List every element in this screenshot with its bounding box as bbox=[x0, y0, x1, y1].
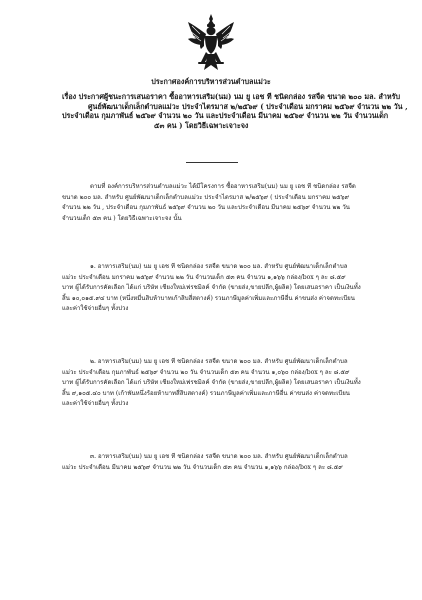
paragraph-item-1 bbox=[62, 262, 372, 315]
paragraph-line: แม่วะ ประจำเดือน มกราคม ๒๕๖๙ จำนวน ๒๒ วัน จำนวนเด็ก ๕๓ คน จำนวน ๑,๑๖๖ กล่อง/box ๆ ละ ๘.๕๙ bbox=[62, 273, 346, 281]
paragraph-item-2 bbox=[62, 357, 372, 410]
paragraph-line: สิ้น ๑๐,๐๑๕.๙๔ บาท (หนึ่งหมื่นสิบห้าบาทเก้าสิบสี่สตางค์) รวมภาษีมูลค่าเพิ่มและภาษีอื่น ค่าขนส่ง ค่าจดทะเบียน bbox=[62, 294, 355, 302]
paragraph-line: จำนวน ๒๒ วัน , ประจำเดือน กุมภาพันธ์ ๒๕๖๙ จำนวน ๒๐ วัน และประจำเดือน มีนาคม ๒๕๖๙ จำนวน ๒๒ วัน bbox=[62, 204, 350, 211]
paragraph-intro bbox=[62, 182, 372, 224]
divider bbox=[186, 162, 238, 163]
document-subject bbox=[62, 92, 408, 130]
paragraph-line: บาท ผู้ได้รับการคัดเลือก ได้แก่ บริษัท เชียงใหม่เฟรชมิลค์ จำกัด (ขายส่ง,ขายปลีก,ผู้ผลิต) โดยเสนอราคา เป็นเงินทั้ง bbox=[62, 379, 361, 386]
garuda-emblem-icon bbox=[186, 12, 236, 74]
paragraph-line: ๓. อาหารเสริม(นม) นม ยู เอช ที ชนิดกล่อง รสจืด ขนาด ๒๐๐ มล. สำหรับ ศูนย์พัฒนาเด็กเล็กตำบล bbox=[90, 453, 348, 460]
paragraph-line: บาท ผู้ได้รับการคัดเลือก ได้แก่ บริษัท เชียงใหม่เฟรชมิลค์ จำกัด (ขายส่ง,ขายปลีก,ผู้ผลิต) โดยเสนอราคา เป็นเงินทั้ง bbox=[62, 284, 361, 291]
paragraph-line: และค่าใช้จ่ายอื่นๆ ทั้งปวง bbox=[62, 400, 129, 407]
paragraph-line: สิ้น ๙,๑๐๕.๔๐ บาท (เก้าพันหนึ่งร้อยห้าบาทสี่สิบสตางค์) รวมภาษีมูลค่าเพิ่มและภาษีอื่น ค่าขนส่ง ค่าจดทะเบียน bbox=[62, 389, 350, 397]
subject-line: เรื่อง ประกาศผู้ชนะการเสนอราคา ซื้ออาหารเสริม(นม) นม ยู เอช ที ชนิดกล่อง รสจืด ขนาด ๒๐๐ มล. สำหรับ bbox=[62, 92, 401, 101]
paragraph-line: จำนวนเด็ก ๕๓ คน ) โดยวิธีเฉพาะเจาะจง นั้น bbox=[62, 214, 182, 222]
paragraph-line: แม่วะ ประจำเดือน กุมภาพันธ์ ๒๕๖๙ จำนวน ๒๐ วัน จำนวนเด็ก ๕๓ คน จำนวน ๑,๐๖๐ กล่อง/box ๆ ละ ๘.๕๙ bbox=[62, 368, 350, 376]
paragraph-line: ๒. อาหารเสริม(นม) นม ยู เอช ที ชนิดกล่อง รสจืด ขนาด ๒๐๐ มล. สำหรับ ศูนย์พัฒนาเด็กเล็กตำบล bbox=[90, 358, 348, 365]
subject-line: ศูนย์พัฒนาเด็กเล็กตำบลแม่วะ ประจำไตรมาส ๒/๒๕๖๙ ( ประจำเดือน มกราคม ๒๕๖๙ จำนวน ๒๒ วัน , bbox=[88, 101, 408, 111]
subject-line: ๕๓ คน ) โดยวิธีเฉพาะเจาะจง bbox=[154, 120, 249, 130]
paragraph-item-3 bbox=[62, 452, 372, 473]
paragraph-line: ๑. อาหารเสริม(นม) นม ยู เอช ที ชนิดกล่อง รสจืด ขนาด ๒๐๐ มล. สำหรับ ศูนย์พัฒนาเด็กเล็กตำบล bbox=[90, 263, 348, 270]
paragraph-line: ขนาด ๒๐๐ มล. สำหรับ ศูนย์พัฒนาเด็กเล็กตำบลแม่วะ ประจำไตรมาส ๒/๒๕๖๙ ( ประจำเดือน มกราคม ๒๕๖๙ bbox=[62, 193, 350, 201]
document-heading: ประกาศองค์การบริหารส่วนตำบลแม่วะ bbox=[151, 77, 271, 86]
paragraph-line: และค่าใช้จ่ายอื่นๆ ทั้งปวง bbox=[62, 305, 129, 312]
paragraph-line: ตามที่ องค์การบริหารส่วนตำบลแม่วะ ได้มีโครงการ ซื้ออาหารเสริม(นม) นม ยู เอช ที ชนิดกล่อง รสจืด bbox=[90, 183, 356, 190]
paragraph-line: แม่วะ ประจำเดือน มีนาคม ๒๕๖๙ จำนวน ๒๒ วัน จำนวนเด็ก ๕๓ คน จำนวน ๑,๑๖๖ กล่อง/box ๆ ละ ๘.๕๙ bbox=[62, 463, 343, 471]
subject-line: ประจำเดือน กุมภาพันธ์ ๒๕๖๙ จำนวน ๒๐ วัน และประจำเดือน มีนาคม ๒๕๖๙ จำนวน ๒๒ วัน จำนวนเด็ก bbox=[62, 111, 389, 121]
